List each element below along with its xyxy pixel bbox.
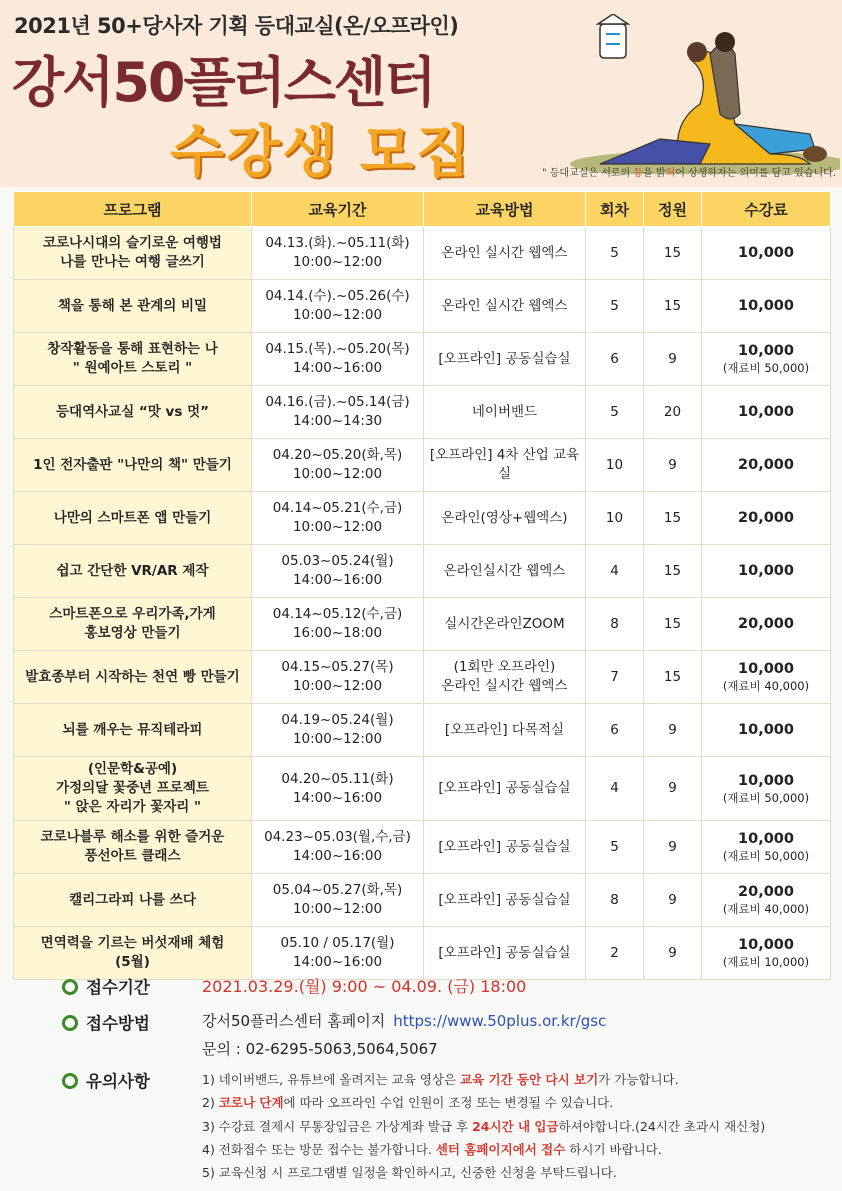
period-cell: 04.13.(화).~05.11(화) 10:00~12:00: [252, 227, 424, 280]
material-fee: (재료비 50,000): [722, 790, 810, 805]
sessions-cell: 8: [586, 874, 644, 927]
note-highlight: 센터 홈페이지에서 접수: [435, 1141, 566, 1157]
sessions-cell: 10: [586, 439, 644, 492]
bullet-circle-icon: [62, 1015, 78, 1031]
note-highlight: 24시간 내 입금: [472, 1118, 559, 1134]
fee-cell: 10,000 (재료비 50,000): [702, 757, 831, 821]
program-cell: 발효종부터 시작하는 천연 빵 만들기: [14, 651, 252, 704]
fee-cell: 10,000: [702, 545, 831, 598]
period-cell: 05.04~05.27(화,목) 10:00~12:00: [252, 874, 424, 927]
header-note: " 등대교실은 서로의 등을 밝혀어 상생하자는 의미를 담고 있습니다.: [541, 168, 836, 179]
capacity-cell: 15: [644, 598, 702, 651]
program-cell: 등대역사교실 “맛 vs 멋”: [14, 386, 252, 439]
capacity-cell: 15: [644, 545, 702, 598]
notes-list: [202, 1068, 765, 1184]
program-cell: 코로나블루 해소를 위한 즐거운 풍선아트 클래스: [14, 821, 252, 874]
period-cell: 04.14~05.12(수,금) 16:00~18:00: [252, 598, 424, 651]
period-cell: 05.10 / 05.17(월) 14:00~16:00: [252, 927, 424, 980]
recruit-title: 수강생 모집: [170, 120, 472, 185]
program-cell: 창작활동을 통해 표현하는 나 " 원예아트 스토리 ": [14, 333, 252, 386]
capacity-cell: 9: [644, 704, 702, 757]
notes-label: 유의사항: [86, 1072, 150, 1091]
method-cell: 네이버밴드: [424, 386, 586, 439]
method-cell: [오프라인] 공동실습실: [424, 927, 586, 980]
capacity-cell: 9: [644, 874, 702, 927]
fee-cell: 10,000 (재료비 10,000): [702, 927, 831, 980]
fee-cell: 10,000: [702, 386, 831, 439]
poster-subtitle: 2021년 50+당사자 기획 등대교실(온/오프라인): [14, 14, 459, 38]
column-header: 교육방법: [424, 192, 586, 227]
note-highlight: 교육 기간 동안 다시 보기: [460, 1072, 599, 1087]
fee-cell: 20,000: [702, 598, 831, 651]
period-cell: 04.20~05.11(화) 14:00~16:00: [252, 757, 424, 821]
sessions-cell: 5: [586, 227, 644, 280]
period-cell: 04.15.(목).~05.20(목) 14:00~16:00: [252, 333, 424, 386]
program-cell: 쉽고 간단한 VR/AR 제작: [14, 545, 252, 598]
note-highlight: 코로나 단계: [218, 1095, 284, 1111]
table-row: [14, 439, 831, 492]
fee-cell: 10,000: [702, 280, 831, 333]
period-cell: 04.23~05.03(월,수,금) 14:00~16:00: [252, 821, 424, 874]
capacity-cell: 15: [644, 280, 702, 333]
method-cell: [오프라인] 공동실습실: [424, 821, 586, 874]
table-row: [14, 333, 831, 386]
method-cell: 온라인 실시간 웹엑스: [424, 280, 586, 333]
note-item: 3) 수강료 결제시 무통장입금은 가상계좌 발급 후 24시간 내 입금하셔야합니다.(24시간 초과시 재신청): [202, 1118, 766, 1134]
method-cell: [오프라인] 4차 산업 교육실: [424, 439, 586, 492]
program-cell: (인문학&공예) 가정의달 꽃중년 프로젝트 " 앉은 자리가 꽃자리 ": [14, 757, 252, 821]
capacity-cell: 9: [644, 927, 702, 980]
period-cell: 05.03~05.24(월) 14:00~16:00: [252, 545, 424, 598]
period-cell: 04.14.(수).~05.26(수) 10:00~12:00: [252, 280, 424, 333]
capacity-cell: 9: [644, 821, 702, 874]
column-header: 정원: [644, 192, 702, 227]
period-label: 접수기간: [86, 978, 150, 997]
column-header: 회차: [586, 192, 644, 227]
method-cell: [오프라인] 공동실습실: [424, 874, 586, 927]
capacity-cell: 15: [644, 227, 702, 280]
column-header: 수강료: [702, 192, 831, 227]
sessions-cell: 2: [586, 927, 644, 980]
method-cell: [오프라인] 공동실습실: [424, 333, 586, 386]
note-item: 2) 코로나 단계에 따라 오프라인 수업 인원이 조정 또는 변경될 수 있습니다.: [202, 1095, 614, 1111]
column-header: 교육기간: [252, 192, 424, 227]
material-fee: (재료비 40,000): [722, 679, 810, 693]
fee-cell: 20,000: [702, 492, 831, 545]
table-row: [14, 927, 831, 980]
sessions-cell: 10: [586, 492, 644, 545]
program-cell: 나만의 스마트폰 앱 만들기: [14, 492, 252, 545]
fee-cell: 10,000: [702, 227, 831, 280]
sessions-cell: 6: [586, 704, 644, 757]
period-cell: 04.20~05.20(화,목) 10:00~12:00: [252, 439, 424, 492]
material-fee: (재료비 10,000): [722, 955, 810, 969]
period-value: 2021.03.29.(월) 9:00 ~ 04.09. (금) 18:00: [202, 977, 527, 996]
sessions-cell: 4: [586, 757, 644, 821]
material-fee: (재료비 50,000): [722, 849, 810, 863]
program-cell: 1인 전자출판 "나만의 책" 만들기: [14, 439, 252, 492]
method-cell: 온라인 실시간 웹엑스: [424, 227, 586, 280]
table-row: [14, 280, 831, 333]
capacity-cell: 9: [644, 439, 702, 492]
sessions-cell: 5: [586, 386, 644, 439]
fee-cell: 10,000 (재료비 40,000): [702, 651, 831, 704]
period-cell: 04.16.(금).~05.14(금) 14:00~14:30: [252, 386, 424, 439]
table-row: [14, 492, 831, 545]
fee-cell: 20,000: [702, 439, 831, 492]
bullet-circle-icon: [62, 1073, 78, 1089]
method-cell: 온라인(영상+웹엑스): [424, 492, 586, 545]
sessions-cell: 5: [586, 821, 644, 874]
fee-cell: 10,000 (재료비 50,000): [702, 821, 831, 874]
period-cell: 04.19~05.24(월) 10:00~12:00: [252, 704, 424, 757]
contact-value: 문의 : 02-6295-5063,5064,5067: [202, 1040, 438, 1058]
couple-lighthouse-illustration: [560, 14, 840, 174]
method-cell: (1회만 오프라인) 온라인 실시간 웹엑스: [424, 651, 586, 704]
table-row: [14, 545, 831, 598]
table-row: [14, 757, 831, 821]
method-cell: [오프라인] 다목적실: [424, 704, 586, 757]
material-fee: (재료비 50,000): [722, 361, 810, 375]
method-cell: 온라인실시간 웹엑스: [424, 545, 586, 598]
program-cell: 책을 통해 본 관계의 비밀: [14, 280, 252, 333]
table-row: [14, 821, 831, 874]
program-cell: 스마트폰으로 우리가족,가게 홍보영상 만들기: [14, 598, 252, 651]
fee-cell: 10,000: [702, 704, 831, 757]
note-item: 5) 교육신청 시 프로그램별 일정을 확인하시고, 신중한 신청을 부탁드립니다.: [202, 1165, 617, 1181]
table-row: [14, 704, 831, 757]
center-title: 강서50플러스센터: [12, 51, 435, 114]
table-header-row: [14, 192, 831, 227]
capacity-cell: 15: [644, 651, 702, 704]
sessions-cell: 6: [586, 333, 644, 386]
table-row: [14, 598, 831, 651]
table-row: [14, 874, 831, 927]
capacity-cell: 9: [644, 333, 702, 386]
capacity-cell: 20: [644, 386, 702, 439]
bullet-circle-icon: [62, 979, 78, 995]
capacity-cell: 15: [644, 492, 702, 545]
table-row: [14, 386, 831, 439]
program-cell: 캘리그라피 나를 쓰다: [14, 874, 252, 927]
sessions-cell: 4: [586, 545, 644, 598]
method-label: 접수방법: [86, 1014, 150, 1033]
capacity-cell: 9: [644, 757, 702, 821]
table-row: [14, 227, 831, 280]
period-cell: 04.14~05.21(수,금) 10:00~12:00: [252, 492, 424, 545]
program-cell: 뇌를 깨우는 뮤직테라피: [14, 704, 252, 757]
homepage-link[interactable]: https://www.50plus.or.kr/gsc: [393, 1012, 607, 1030]
method-cell: [오프라인] 공동실습실: [424, 757, 586, 821]
note-item: 1) 네이버밴드, 유튜브에 올려지는 교육 영상은 교육 기간 동안 다시 보기가 가능합니다.: [202, 1072, 679, 1087]
schedule-table: [13, 191, 831, 980]
program-cell: 코로나시대의 슬기로운 여행법 나를 만나는 여행 글쓰기: [14, 227, 252, 280]
fee-cell: 20,000 (재료비 40,000): [702, 874, 831, 927]
fee-cell: 10,000 (재료비 50,000): [702, 333, 831, 386]
sessions-cell: 5: [586, 280, 644, 333]
header: [0, 0, 842, 187]
sessions-cell: 7: [586, 651, 644, 704]
period-cell: 04.15~05.27(목) 10:00~12:00: [252, 651, 424, 704]
note-item: 4) 전화접수 또는 방문 접수는 불가합니다. 센터 홈페이지에서 접수 하시기 바랍니다.: [202, 1141, 662, 1157]
program-cell: 면역력을 기르는 버섯재배 체험 (5월): [14, 927, 252, 980]
column-header: 프로그램: [14, 192, 252, 227]
method-cell: 실시간온라인ZOOM: [424, 598, 586, 651]
material-fee: (재료비 40,000): [722, 902, 810, 916]
method-value: 강서50플러스센터 홈페이지 https://www.50plus.or.kr/gsc: [202, 1012, 607, 1030]
table-row: [14, 651, 831, 704]
sessions-cell: 8: [586, 598, 644, 651]
